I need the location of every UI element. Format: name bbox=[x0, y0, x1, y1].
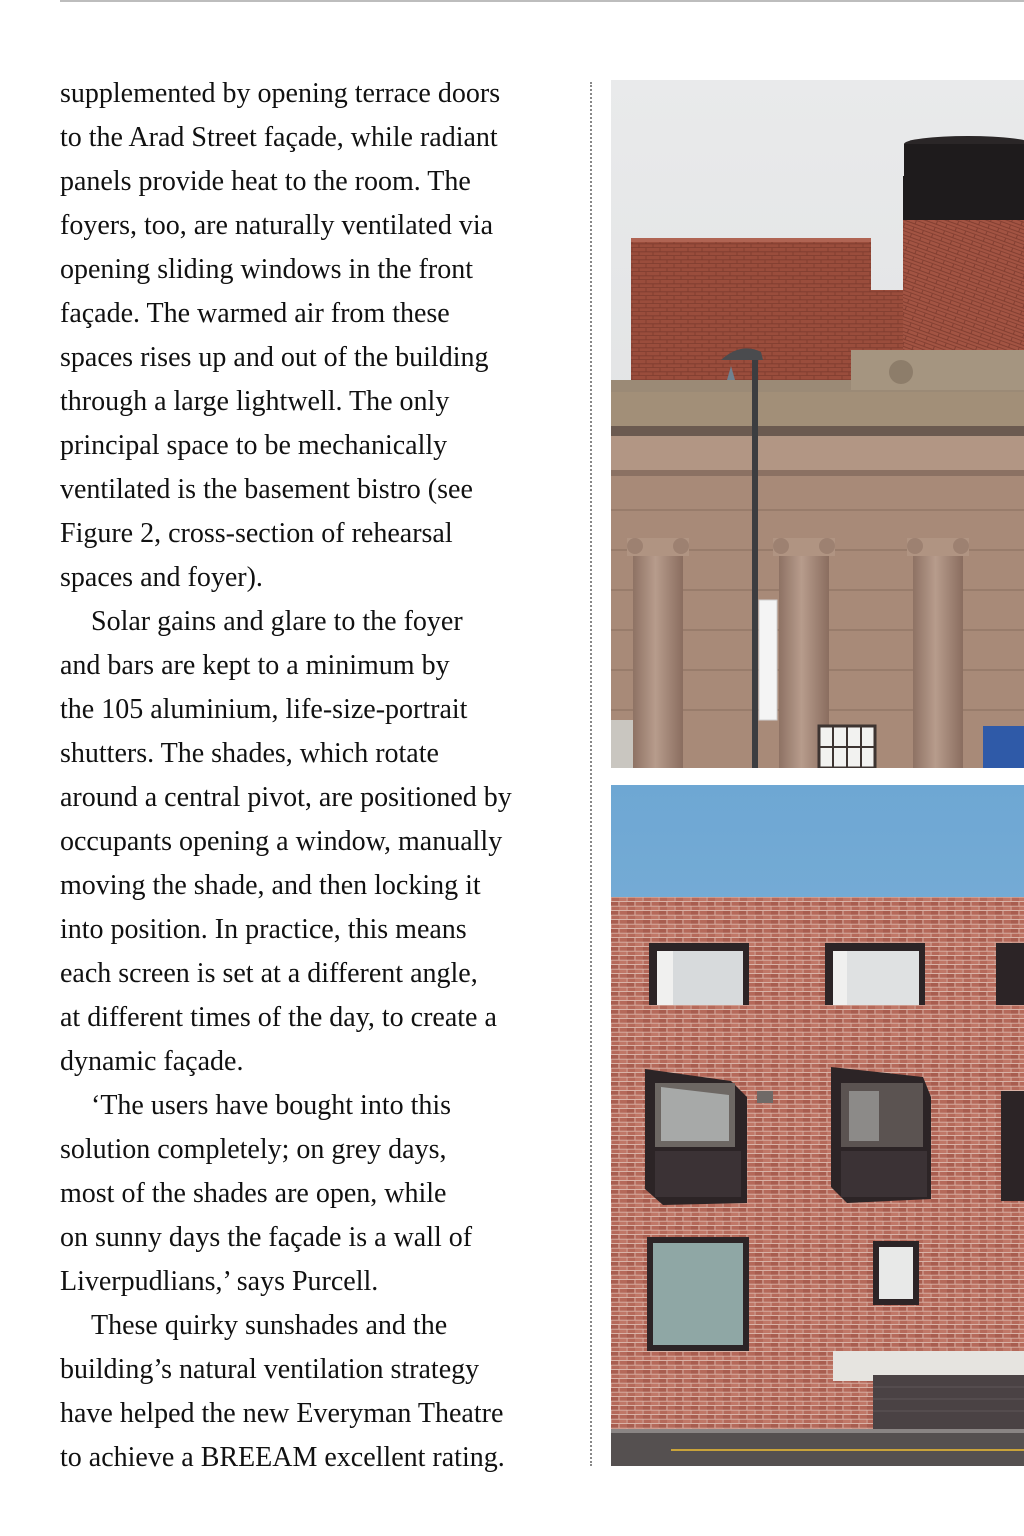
paragraph bbox=[60, 1084, 580, 1304]
text-line: solution completely; on grey days, bbox=[60, 1134, 447, 1165]
street-lamp bbox=[752, 352, 758, 768]
text-line: shutters. The shades, which rotate bbox=[60, 738, 439, 769]
text-line: spaces and foyer). bbox=[60, 562, 263, 593]
text-line: foyers, too, are naturally ventilated via bbox=[60, 210, 494, 241]
text-line: supplemented by opening terrace doors bbox=[60, 78, 501, 109]
text-line: most of the shades are open, while bbox=[60, 1178, 447, 1209]
paragraph bbox=[60, 72, 580, 600]
photo-brick-facade bbox=[611, 785, 1024, 1466]
column-divider bbox=[590, 82, 592, 1466]
photo-theatre-colonnade bbox=[611, 80, 1024, 768]
text-line: building’s natural ventilation strategy bbox=[60, 1354, 480, 1385]
text-line: through a large lightwell. The only bbox=[60, 386, 450, 417]
text-line: façade. The warmed air from these bbox=[60, 298, 450, 329]
paragraph bbox=[60, 1304, 580, 1480]
text-line: panels provide heat to the room. The bbox=[60, 166, 471, 197]
text-line: and bars are kept to a minimum by bbox=[60, 650, 450, 681]
text-line: These quirky sunshades and the bbox=[91, 1310, 448, 1341]
text-line: at different times of the day, to create a bbox=[60, 1002, 497, 1033]
text-line: around a central pivot, are positioned by bbox=[60, 782, 512, 813]
text-line: ventilated is the basement bistro (see bbox=[60, 474, 473, 505]
text-line: to the Arad Street façade, while radiant bbox=[60, 122, 498, 153]
text-line: into position. In practice, this means bbox=[60, 914, 467, 945]
text-line: dynamic façade. bbox=[60, 1046, 244, 1077]
ionic-columns bbox=[627, 538, 969, 768]
text-line: have helped the new Everyman Theatre bbox=[60, 1398, 504, 1429]
text-line: Figure 2, cross-section of rehearsal bbox=[60, 518, 453, 549]
text-line: principal space to be mechanically bbox=[60, 430, 448, 461]
text-line: occupants opening a window, manually bbox=[60, 826, 503, 857]
text-line: each screen is set at a different angle, bbox=[60, 958, 478, 989]
text-line: ‘The users have bought into this bbox=[91, 1090, 452, 1121]
top-rule bbox=[60, 0, 1024, 2]
text-line: to achieve a BREEAM excellent rating. bbox=[60, 1442, 505, 1473]
text-line: spaces rises up and out of the building bbox=[60, 342, 489, 373]
text-line: Liverpudlians,’ says Purcell. bbox=[60, 1266, 379, 1297]
text-line: opening sliding windows in the front bbox=[60, 254, 473, 285]
article-body bbox=[60, 72, 580, 1480]
text-line: Solar gains and glare to the foyer bbox=[91, 606, 463, 637]
text-line: on sunny days the façade is a wall of bbox=[60, 1222, 473, 1253]
text-line: moving the shade, and then locking it bbox=[60, 870, 481, 901]
street bbox=[611, 1429, 1024, 1466]
paragraph bbox=[60, 600, 580, 1084]
text-line: the 105 aluminium, life-size-portrait bbox=[60, 694, 468, 725]
